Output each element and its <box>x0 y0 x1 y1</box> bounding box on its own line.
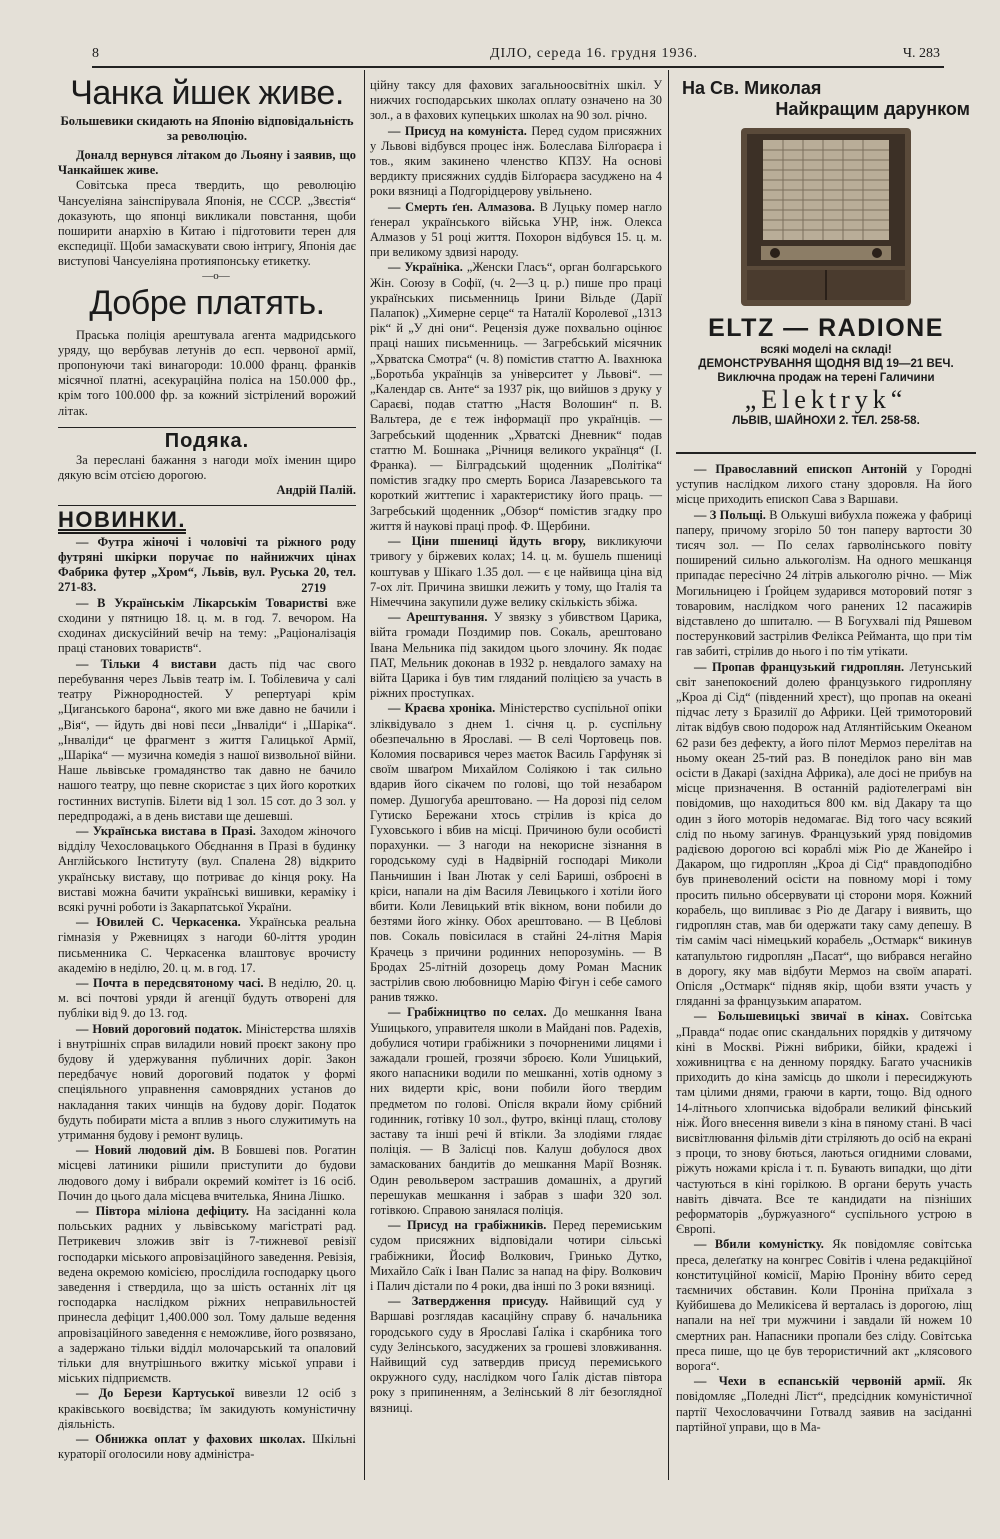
news-post-head: — Почта в передсвятоному часі. <box>76 975 264 990</box>
news-section-title: НОВИНКИ. <box>58 506 186 532</box>
section-rule <box>58 427 356 428</box>
news-communist-body: Перед судом присяжних у Львові відбувся процес інж. Болеслава Білґораєра і тов., яким закинено членство КПЗУ. На основі вердикту присяжних суддів Білґораєра засуджено на 4 роки вязниці а Подгорідцерову увільнено. <box>370 123 662 199</box>
chiang-lead: Доналд вернувся літаком до Льояну і заявив, що Чанкайшек живе. <box>58 148 356 178</box>
column-rule-1 <box>364 70 365 1480</box>
column-2 <box>370 78 662 1416</box>
news-communist-head: — Присуд на комуніста. <box>388 123 527 138</box>
news-poland-body: В Олькуші вибухла пожежа у фабриці паперу, причому згоріло 50 тон паперу вартости 30 тисяч зол. — По селах ґарволінського повіту поширений сильно алькоголізм. На одного мешканця припадає пересічно 24 літрів алькоголю річно. — Між Могильницею і Ґройцем зударився моторовий потяг з товаровим, наслідком чого ранених 12 пасажирів відставлено до шпиталю. — В Богухвалі під Ряшевом постерунковий застрілив Фелікса Рейманта, що при тім гав забиті, стрілив до нього і по тім утікати. <box>676 507 972 659</box>
radio-advertisement <box>676 78 976 444</box>
pay-body: Праська поліція арештувала агента мадридського уряду, що вербував летунів до есп. червоної армії, пропонуючи такі винагороди: 10.000 франц. франків місячної платні, асекураційна поліса на 150.000 фр., крім того 100.000 фр. за кожний зістрілений ворожий літак. <box>58 327 356 418</box>
news-czech-head: — Чехи в еспанській червоній армії. <box>694 1374 946 1389</box>
page-header <box>60 46 940 66</box>
column-3 <box>676 462 972 1435</box>
ad-brand: ELTZ — RADIONE <box>708 314 944 342</box>
news-confirm-body: Найвищий суд у Варшаві розглядав касаційну справу б. начальника городського суду в Ярославі Ґаліка і скарбника того суду Зелінського, засуджених за грошеві зловживання. Найвищий суд затвердив присуд перемиського окружного суду, наслідком чого Ґалік дістав півтора року з припиненням, а Зелінський 8 літ безоглядної вязниці. <box>370 1294 662 1415</box>
thanks-signature: Андрій Палій. <box>276 483 356 498</box>
news-post-body: В неділю, 20. ц. м. всі почтові уряди й агенції будуть отворені для публіки від 9. до 13. год. <box>58 975 356 1021</box>
column-1 <box>58 74 356 1462</box>
header-rule <box>92 66 944 68</box>
news-robbery-body: До мешкання Івана Ушицького, управителя школи в Майдані пов. Радехів, добулися чотири грабіжники з почорненими лицями і зажадали грошей, грозячи зброєю. Коли Ушицький, якого напасники водили по мешканні, хотів одному з них видерти кріс, вони побили його твердим предметом по голові. Опісля вкрали йому срібний годинник, готівку 10 зол., футро, вкінці плащ, столову заставу та інші речі й втікли. За злодіями глядає поліція. — В Залісці пов. Калуш добулося двох замаскованих бандитів до мешкання Марії Возняк. Один револьвером застрашив домашніх, а другий перешукав мешкання і забрав з шафи 320 зол. готівкою. Справою занялася поліція. <box>370 1005 662 1218</box>
divider: —o— <box>202 269 230 282</box>
news-cinema-body: Совітська „Правда“ подає опис скандальних порядків у дитячому кіні в Москві. Ріжні вибрики, бійки, крадежі і хоживництва є на денному порядку. Багато учасників приходить до кіна замісць до школи і пересиджують там цілими днями, граючи в карти, тощо. Від одного 14-літнього хлопчиська відобрали великий фінський ніж. Його внесення вивели з кіна в пяному стані. В часі висвітлювання фільмів діти стріляють до осіб на екрані з проци, то знову бються, лаються огидними словами, ріжуть ножами крісла і т. п. Бувають випадки, що діти частуються в кіні горілкою. В органи беруть участь навіть дівчата. Все те кандидати на пізніших реформаторів „буржуазного“ суспільного устрою в Європі. <box>676 1009 972 1237</box>
news-road-body: Міністерства шляхів і внутрішніх справ виладили новий проєкт закону про будову й удержування публичних доріг. Закон передбачує новий дороговий податок у формі спеціяльного управнення самоврядних установ до накладання таких чинщів на будову доріг. Податок будуть побирати міста а вплив з нього служитимуть на утримання будову і ремонт вулиць. <box>58 1021 356 1142</box>
news-road-head: — Новий дороговий податок. <box>76 1021 242 1036</box>
news-czech-body: Як повідомляє „Поледні Ліст“, предсідник комуністичної партії Чехословаччини Готвалд заявив на засіданні партійної управи, що в Ма- <box>676 1374 972 1434</box>
ad-models: всякі моделі на складі! <box>760 344 892 356</box>
news-arrest-head: — Арештування. <box>388 610 488 625</box>
news-shows-head: — Тільки 4 вистави <box>76 656 217 671</box>
news-house-body: В Бовшеві пов. Рогатин місцеві латиники рішили приступити до будови людового дому і вибрали окремий комітет із 16 осіб. Почин до цього дала місцева вчителька, Янина Лішко. <box>58 1143 357 1203</box>
news-shows-body: дасть під час свого перебування через Львів театр ім. І. Тобілевича у салі театру Ріжнородностей. У репертуарі крім „Циганського барона“, якого ми вже давно не бачили і „Вія“, — йдуть дві нові пєси „Інваліди“ і „Шаріка“. „Інваліди“ це фрагмент з життя Галицької Армії, „Шаріка“ — музична комедія з нашої визвольної війни. Наше львівське громадянство так давно не бачило нашого театру, що певне скористає з цих його коротких гостинних виступів. Білети від 1 зол. 15 сот. до 3 зол. у передпродажі, а в день вистави ще дешевші. <box>58 656 356 823</box>
pay-headline: Добре платять. <box>89 283 325 322</box>
news-fees-body: Шкільні кураторії оголосили нову адміністра- <box>58 1432 356 1462</box>
radio-cabinet-icon <box>731 122 921 312</box>
news-wheat-head: — Ціни пшениці йдуть вгору, <box>388 534 586 549</box>
news-furs: — Футра жіночі і чоловічі та ріжного роду футряні шкірки поручає по найнижчих цінах Фабрика футер „Хром“, Львів, вул. Руська 20, тел. 271-83. <box>58 534 356 595</box>
news-almazov-head: — Смерть ґен. Алмазова. <box>388 199 535 214</box>
news-verdict-head: — Присуд на грабіжників. <box>388 1218 547 1233</box>
chiang-headline: Чанка йшек живе. <box>70 74 344 112</box>
news-fees-head: — Обнижка оплат у фахових школах. <box>76 1432 306 1447</box>
news-ukrainika-head: — Україніка. <box>388 260 463 275</box>
ad-rule <box>676 452 976 454</box>
ad-line-1: На Св. Миколая <box>682 78 822 98</box>
news-plane-head: — Пропав французький гидроплян. <box>694 659 905 674</box>
news-jubilee-head: — Ювилей С. Черкасенка. <box>76 915 241 930</box>
paper-date: ДІЛО, середа 16. грудня 1936. <box>490 46 699 61</box>
news-medical-head: — В Українськім Лікарськім Товаристві <box>76 595 328 610</box>
news-prague-head: — Українська вистава в Празі. <box>76 823 256 838</box>
chiang-subheadline: Большевики скидають на Японію відповідальність за революцію. <box>60 114 354 143</box>
section-rule-2 <box>58 505 356 506</box>
news-confirm-head: — Затвердження присуду. <box>388 1294 549 1309</box>
news-prague-body: Заходом жіночого відділу Чехословацького Обєднання в Празі в будинку Англійського Інституту (вул. Спалена 28) відкрито українську виставу, що потриває до кінця року. На виставі можна бачити українські вишивки, кераміку і всякі ручні роботи із Закарпатської України. <box>58 823 356 914</box>
ad-exclusive: Виключна продаж на терені Галичини <box>717 372 935 384</box>
ad-line-2: Найкращим дарунком <box>775 99 970 119</box>
news-deficit-body: На засіданні кола польських радних у львівському магістраті рад. Петрикевич зложив звіт із 7-тижневої ревізії господарки міського апровізаційного заведення. Ревізія, ведена окремою комісією, прослідила господарку цього заведення і ствердила, що за шість останніх літ ця господарка наслідком ріжних неправильностей принесла дефіцит 1,400.000 зол. Тому дальше ведення апровізаційного заведення є неможливе, його розвязано, а задержано тільки відділ молочарський та опаловий тільки для внутрішнього вжитку міської управи і міських підприємств. <box>58 1204 357 1386</box>
news-chronicle-head: — Краєва хроніка. <box>388 701 496 716</box>
news-bishop-body: у Городні уступив наслідком лихого стану здоровля. На його місце приходить епископ Сава з Варшави. <box>676 462 972 507</box>
news-bishop-head: — Православний епископ Антоній <box>694 462 908 476</box>
ad-shop-name: „Elektryk“ <box>744 385 908 414</box>
thanks-body: За переслані бажання з нагоди моїх іменин щиро дякую всім отсією дорогою. <box>58 453 356 483</box>
news-medical-body: вже сходини у пятницю 18. ц. м. в год. 7. вечором. На сходинах дискусійний вечір на тему: „Раціоналізація праці станових товариств“. <box>58 595 356 656</box>
thanks-headline: Подяка. <box>164 429 250 452</box>
news-killed-body: Як повідомляє совітська преса, делеґатку на конгрес Совітів і члена редакційної конституційної комісії, Марію Проніну вбито серед таємничих обставин. Коли Проніна приїхала з Куйбишева до Меликісева й верталась із дорогою, ліщ напали на неї три мужчини і завдали їй ножем 10 смертних ран. Напасники пропали без сліду. Совітська преса пише, що це був терористичний акт „клясового ворога“. <box>676 1237 972 1373</box>
news-deficit-head: — Півтора міліона дефіциту. <box>76 1204 249 1218</box>
issue-number: Ч. 283 <box>902 46 940 61</box>
news-almazov-body: В Луцьку помер наглo ґенерал українського війська УНР, інж. Олекса Алмазов у 51 році життя. Похорон відбувся 15. ц. м. при великому здвизі народу. <box>370 199 662 260</box>
news-poland-head: — З Польщі. <box>694 507 766 522</box>
furs-code: 2719 <box>301 580 326 595</box>
news-chronicle-body: Міністерство суспільної опіки зліквідувало з днем 1. січня ц. р. суспільну обезпечальню в Ярославі. — В селі Чортовець пов. Коломия посварився через маєток Василь Гарфуняк зі своїм шваґром Михайлом Соліякою і так сильно вдарив його сікачем по голові, що той незабаром помер. Душогуба арештовано. — На дорозі під селом Гутиско Бережани хтось стрілив із кріса до Гуховського і вбив на місці. Причиною були особисті порахунки. — З нагоди на некорисне зізнання в городському суді в Надвірній господарі Миколи Паньчишин і Іван Лютак у селі Бариші, озброєні в кріси, напали на дім Василя Левицького і хотіли його вбити. Коли Левицький втік вікном, вони побили до безтями його жінку. Обох арештовано. — В Цеблові пов. Сокаль повісилася в стайні 24-літня Марія Крачець з причини родинних непорозумінь. — В Бродах 25-літній дозорець дому Роман Масник застрілив свою любовницю Марію Фігун і себе самого ранив тяжко. <box>370 701 662 1005</box>
fees-continued: ційну таксу для фахових загальноосвітніх шкіл. У нижчих господарських школах оплату означено на 30 зол., а в фахових купецьких школах на 90 зол. річно. <box>370 78 662 123</box>
news-plane-body: Летунський світ занепокоєний долею французького гидроплянy „Кроа ді Сід“ (південний хрест), що пропав на океані підчас лету з Бразилії до Африки. Цей тримоторовий літак відбув свою подорож над Атлянтійським Океаном 62 рази без дефекту, а його пілот Мермоз перелітав на ньому океан 25-тий раз. В понеділок рано він мав осісти в Дакарі (західна Африка), але досі не прибув на місце призначення. В останній радіотелеграмі він повідомив, що находиться 800 км. від Дакару та що один з його моторів недомагає. Від того часу всякий слід по ньому загинув. Французький уряд повідомив радієвою дорогою всі кораблі між Ріо де Жанейро і Дакаром, що гидроплян „Кроа ді Сід“ правдоподібно був приневолений осісти на повному морі і тому просить пильно обсервувати ці сторони моря. Кожний корабель, що випливає з Ріо де Дагару і виявить, що гидроплян став, мав би одержати таку саму депешу. В тім самім часі німецький корабель „Остмарк“ викинув катапультою гидроплян „Пасат“, що вибрався негайно в дорогу, яку мав відбути Мермоз на своїм апараті. Опісля „Остмарк“ підняв якір, щоби взяти участь у гляданні за французьким апаратом. <box>676 659 972 1009</box>
news-house-head: — Новий людовий дім. <box>76 1143 215 1158</box>
news-jubilee-body: Українська реальна гімназія у Ржевницях з нагоди 60-ліття уродин письменника С. Черкасенка влаштовує врочисту академію в неділю, 20. ц. м. в год. 17. <box>58 915 356 975</box>
news-birch-head: — До Берези Картуської <box>76 1386 235 1401</box>
chiang-body: Совітська преса твердить, що революцію Чансуеліяна заінспірувала Японія, не СССР. „Звєстія“ доказують, що японці викликали повстання, щоби поширити анархію в Китаю і підготовити терен для експедиції. Щоби замаскувати свою інтригу, Японія дає виступові Чансуеліяна протияпонську етикетку. <box>58 178 356 269</box>
ad-demo: ДЕМОНСТРУВАННЯ ЩОДНЯ ВІД 19—21 ВЕЧ. <box>698 358 954 370</box>
news-ukrainika-body: „Женски Гласъ“, орган болгарського Жін. Союзу в Софії, (ч. 2—3 ц. р.) пише про праці українських письменниць Ірини Вільде (Дарії Палапок) „Химерне серце“ та Наталії Королевої „1313 рік“ й „У дні они“. Рецензія дуже похвально оцінює праці наших письменниць. — Загребський місячник „Хрватска Смотра“ (ч. 8) помістив статтю А. Івахнюка „Боротьба українців за університет у Львові“. — „Календар св. Анте“ за 1937 рік, що вийшов з друку у Сараєві, подав статтю „Настя Волошин“ п. В. Вальтера, де є теж інформації про українців. — Загребський щоденник „Хрватскі Дневник“ подав статтю М. Бошнака „Річниця великого українця“ (І. Франка). — Білградський щоденник „Політіка“ помістив згадку про смерть Бориса Лазаревського та короткий життепис і характеристику його праць. — Загребський щоденник „Обзор“ помістив згадку про життя й наукові праці проф. Ф. Щербини. <box>370 260 662 533</box>
news-robbery-head: — Грабіжництво по селах. <box>388 1005 547 1020</box>
ad-address: ЛЬВІВ, ШАЙНОХИ 2. ТЕЛ. 258-58. <box>732 415 920 427</box>
page-number: 8 <box>92 46 99 61</box>
column-rule-2 <box>668 70 669 1480</box>
news-killed-head: — Вбили комуністку. <box>694 1237 824 1252</box>
news-arrest-body: У звязку з убивством Царика, війта громади Поздимир пов. Сокаль, арештовано Івана Мельника під закидом цього злочину. Як подає ПАТ, Мельник доконав в 1932 р. невдалого замаху на війта Царика і був тим гляданий поліцією за участь в ріжних проступках. <box>370 610 663 701</box>
news-birch-body: вивезли 12 осіб з краківського воєвідства; їм закидують комуністичну діяльність. <box>58 1386 357 1431</box>
news-wheat-body: викликуючи тривогу у біржевих колах; 14. ц. м. бушель пшениці коштував у Шікаго 1.35 дол. — є це найвища ціна від 7-ох літ. Причина звишки лежить у тому, що Італія та Німеччина закупили дуже велику скількість збіжа. <box>370 534 662 609</box>
news-cinema-head: — Большевицькі звичаї в кінах. <box>694 1009 909 1024</box>
news-verdict-body: Перед перемиським судом присяжних відповідали чотири сільські грабіжники, Йосиф Волкович, Гринько Дутко, Михайло Саїк і Іван Палис за напад на фіру. Волкович і Палич дістали по 4 роки, два інші по 3 роки вязниці. <box>370 1218 662 1294</box>
